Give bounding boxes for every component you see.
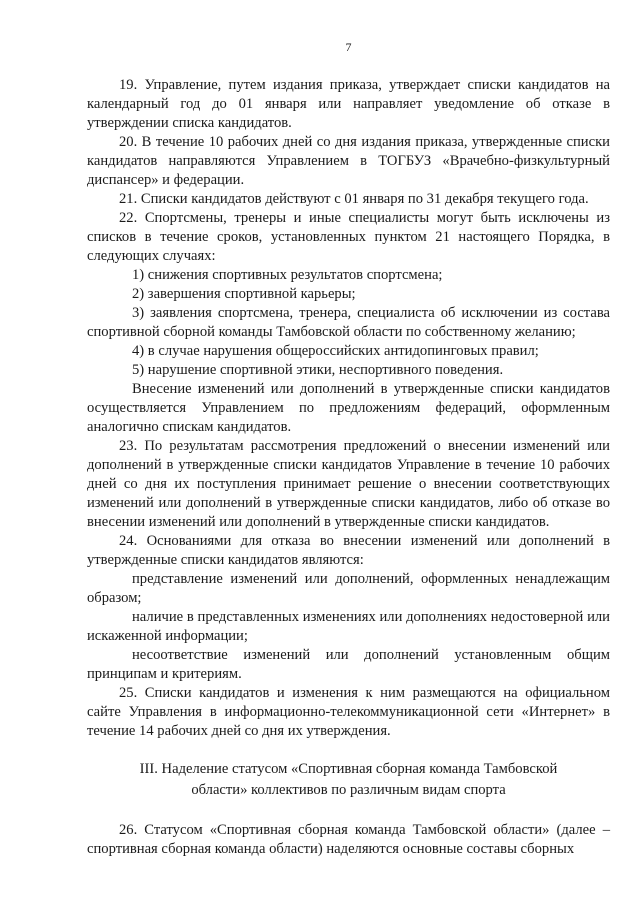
- paragraph-20: 20. В течение 10 рабочих дней со дня издания приказа, утвержденные списки кандидатов направляются Управлением в ТОГБУЗ «Врачебно-физкультурный диспансер» и федерации.: [87, 134, 610, 188]
- paragraph-23: 23. По результатам рассмотрения предложений о внесении изменений или дополнений в утвержденные списки кандидатов Управление в течение 10 рабочих дней со дня их поступления принимает решение о внесении соответствующих изменений или дополнений в утвержденные списки кандидатов, либо об отказе во внесении изменений или дополнений в утвержденные списки кандидатов.: [87, 438, 610, 530]
- list-item: наличие в представленных изменениях или дополнениях недостоверной или искаженной информации;: [87, 609, 610, 644]
- paragraph-26: 26. Статусом «Спортивная сборная команда Тамбовской области» (далее – спортивная сборная команда области) наделяются основные составы сборных: [87, 822, 610, 857]
- section-heading-line: III. Наделение статусом «Спортивная сборная команда Тамбовской: [139, 761, 558, 777]
- list-item: представление изменений или дополнений, оформленных ненадлежащим образом;: [87, 571, 610, 606]
- list-item: 4) в случае нарушения общероссийских антидопинговых правил;: [132, 343, 539, 359]
- paragraph-25: 25. Списки кандидатов и изменения к ним размещаются на официальном сайте Управления в информационно-телекоммуникационной сети «Интернет» в течение 14 рабочих дней со дня их утверждения.: [87, 685, 610, 739]
- list-item: 5) нарушение спортивной этики, неспортивного поведения.: [132, 362, 504, 378]
- list-item: 3) заявления спортсмена, тренера, специалиста об исключении из состава спортивной сборной команды Тамбовской области по собственному желанию;: [87, 305, 610, 340]
- paragraph-22: 22. Спортсмены, тренеры и иные специалисты могут быть исключены из списков в течение сроков, установленных пунктом 21 настоящего Порядка, в следующих случаях:: [87, 210, 610, 264]
- section-heading-line: области» коллективов по различным видам спорта: [191, 782, 506, 798]
- list-item: несоответствие изменений или дополнений установленным общим принципам и критериям.: [87, 647, 610, 682]
- page-number: 7: [345, 40, 352, 54]
- paragraph-19: 19. Управление, путем издания приказа, утверждает списки кандидатов на календарный год до 01 января или направляет уведомление об отказе в утверждении списка кандидатов.: [87, 77, 610, 131]
- section-heading: [87, 759, 610, 801]
- paragraph-22-changes: Внесение изменений или дополнений в утвержденные списки кандидатов осуществляется Управлением по предложениям федераций, оформленным аналогично спискам кандидатов.: [87, 381, 610, 435]
- paragraph-24: 24. Основаниями для отказа во внесении изменений или дополнений в утвержденные списки кандидатов являются:: [87, 533, 610, 568]
- list-item: 1) снижения спортивных результатов спортсмена;: [132, 267, 443, 283]
- paragraph-21: 21. Списки кандидатов действуют с 01 января по 31 декабря текущего года.: [119, 191, 589, 207]
- list-item: 2) завершения спортивной карьеры;: [132, 286, 356, 302]
